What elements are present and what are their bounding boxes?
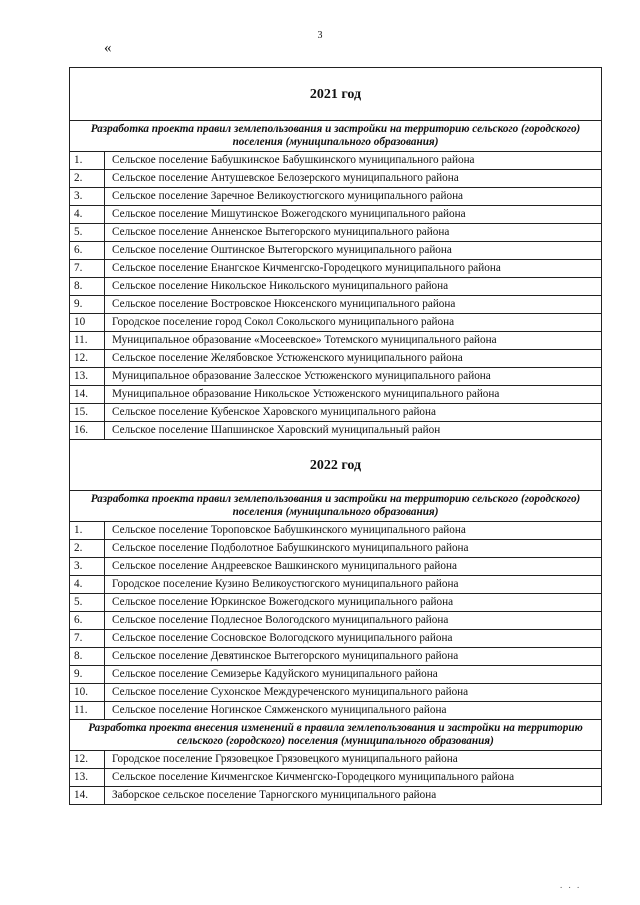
table-row [70,278,602,296]
row-number: 10. [70,684,105,702]
row-number: 15. [70,404,105,422]
row-number: 13. [70,769,105,787]
table-row [70,769,602,787]
settlements-table [69,67,602,805]
row-number: 2. [70,170,105,188]
section-title: Разработка проекта правил землепользования и застройки на территорию сельского (городского) поселения (муниципального образования) [70,491,602,522]
year-heading: 2021 год [70,68,602,121]
table-row [70,702,602,720]
section-title: Разработка проекта правил землепользования и застройки на территорию сельского (городского) поселения (муниципального образования) [70,121,602,152]
table-row [70,224,602,242]
settlement-name: Городское поселение Грязовецкое Грязовецкого муниципального района [105,751,602,769]
table-row [70,404,602,422]
settlement-name: Муниципальное образование Залесское Устюженского муниципального района [105,368,602,386]
row-number: 4. [70,206,105,224]
settlement-name: Сельское поселение Ногинское Сямженского муниципального района [105,702,602,720]
settlement-name: Сельское поселение Юркинское Вожегодского муниципального района [105,594,602,612]
section-header-row [70,491,602,522]
table-row [70,386,602,404]
settlement-name: Сельское поселение Анненское Вытегорского муниципального района [105,224,602,242]
table-row [70,188,602,206]
table-row [70,594,602,612]
table-row [70,540,602,558]
table-row [70,332,602,350]
table-row [70,558,602,576]
settlement-name: Сельское поселение Андреевское Вашкинского муниципального района [105,558,602,576]
settlement-name: Сельское поселение Девятинское Вытегорского муниципального района [105,648,602,666]
table-row [70,368,602,386]
settlement-name: Сельское поселение Заречное Великоустюгского муниципального района [105,188,602,206]
row-number: 9. [70,666,105,684]
table-row [70,751,602,769]
settlement-name: Сельское поселение Шапшинское Харовский муниципальный район [105,422,602,440]
table-row [70,350,602,368]
settlement-name: Сельское поселение Мишутинское Вожегодского муниципального района [105,206,602,224]
table-row [70,522,602,540]
row-number: 5. [70,224,105,242]
settlement-name: Сельское поселение Подболотное Бабушкинского муниципального района [105,540,602,558]
settlement-name: Сельское поселение Тороповское Бабушкинского муниципального района [105,522,602,540]
table-row [70,576,602,594]
table-row [70,206,602,224]
table-row [70,152,602,170]
table-row [70,170,602,188]
row-number: 3. [70,188,105,206]
row-number: 1. [70,152,105,170]
section-header-row [70,121,602,152]
table-row [70,612,602,630]
table-row [70,296,602,314]
row-number: 8. [70,278,105,296]
row-number: 14. [70,787,105,805]
table-row [70,787,602,805]
settlement-name: Сельское поселение Семизерье Кадуйского муниципального района [105,666,602,684]
table-row [70,314,602,332]
settlement-name: Сельское поселение Оштинское Вытегорского муниципального района [105,242,602,260]
row-number: 6. [70,612,105,630]
settlement-name: Сельское поселение Желябовское Устюженского муниципального района [105,350,602,368]
corner-mark: . . . [560,880,582,890]
table-row [70,422,602,440]
year-header-row [70,68,602,121]
row-number: 14. [70,386,105,404]
table-row [70,666,602,684]
row-number: 4. [70,576,105,594]
row-number: 10 [70,314,105,332]
row-number: 12. [70,350,105,368]
settlement-name: Сельское поселение Енангское Кичменгско-Городецкого муниципального района [105,260,602,278]
table-row [70,684,602,702]
year-heading: 2022 год [70,440,602,491]
row-number: 6. [70,242,105,260]
row-number: 3. [70,558,105,576]
settlement-name: Сельское поселение Никольское Никольского муниципального района [105,278,602,296]
settlement-name: Сельское поселение Кичменгское Кичменгско-Городецкого муниципального района [105,769,602,787]
row-number: 9. [70,296,105,314]
table-row [70,648,602,666]
row-number: 2. [70,540,105,558]
row-number: 7. [70,260,105,278]
settlement-name: Городское поселение город Сокол Сокольского муниципального района [105,314,602,332]
settlement-name: Сельское поселение Подлесное Вологодского муниципального района [105,612,602,630]
quote-mark: « [104,40,112,56]
settlement-name: Сельское поселение Востровское Нюксенского муниципального района [105,296,602,314]
settlement-name: Сельское поселение Сосновское Вологодского муниципального района [105,630,602,648]
table-row [70,242,602,260]
row-number: 13. [70,368,105,386]
table-row [70,630,602,648]
row-number: 16. [70,422,105,440]
row-number: 11. [70,332,105,350]
row-number: 7. [70,630,105,648]
settlement-name: Заборское сельское поселение Тарногского муниципального района [105,787,602,805]
settlement-name: Сельское поселение Бабушкинское Бабушкинского муниципального района [105,152,602,170]
table-row [70,260,602,278]
row-number: 11. [70,702,105,720]
settlement-name: Городское поселение Кузино Великоустюгского муниципального района [105,576,602,594]
row-number: 12. [70,751,105,769]
settlement-name: Сельское поселение Сухонское Междуреченского муниципального района [105,684,602,702]
settlement-name: Муниципальное образование «Мосеевское» Тотемского муниципального района [105,332,602,350]
settlements-table-body [70,68,602,805]
year-header-row [70,440,602,491]
settlement-name: Сельское поселение Кубенское Харовского муниципального района [105,404,602,422]
page-number: 3 [317,30,323,41]
section-title: Разработка проекта внесения изменений в правила землепользования и застройки на территорию сельского (городского) поселения (муниципального образования) [70,720,602,751]
settlement-name: Сельское поселение Антушевское Белозерского муниципального района [105,170,602,188]
section-header-row [70,720,602,751]
settlement-name: Муниципальное образование Никольское Устюженского муниципального района [105,386,602,404]
row-number: 8. [70,648,105,666]
row-number: 1. [70,522,105,540]
row-number: 5. [70,594,105,612]
